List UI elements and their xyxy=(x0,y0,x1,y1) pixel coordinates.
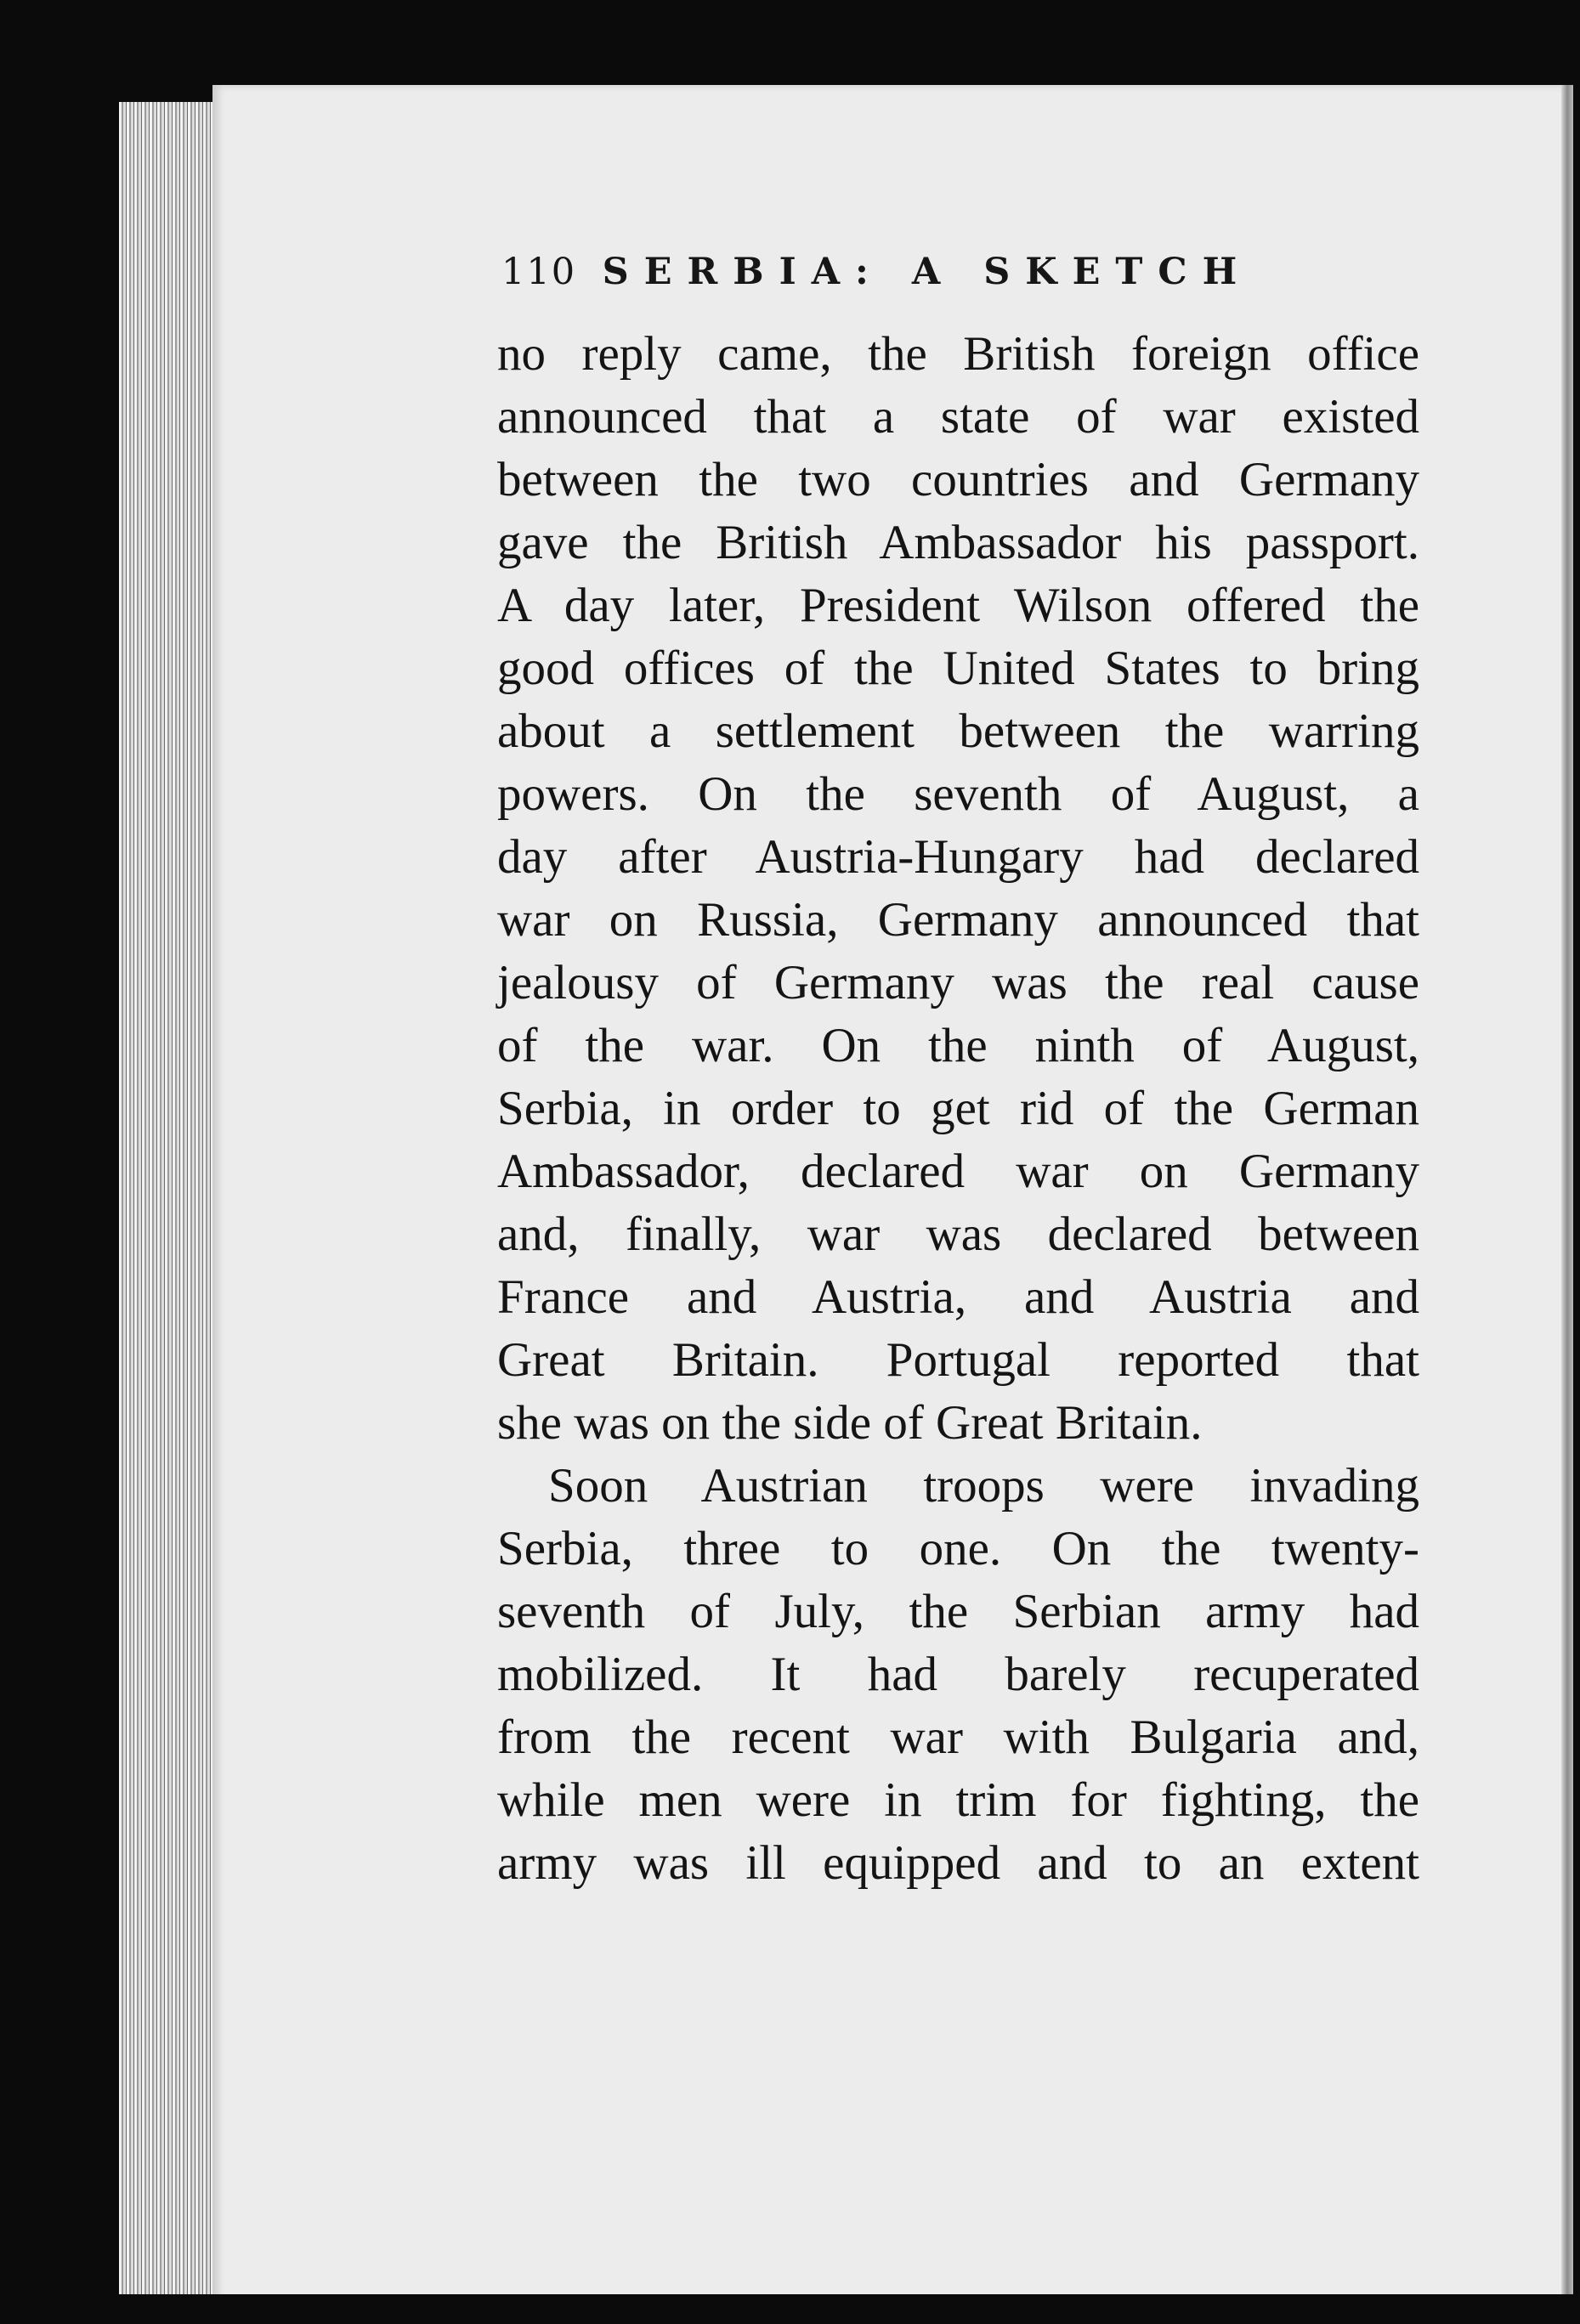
text-line: France and Austria, and Austria and xyxy=(497,1270,1419,1324)
text-line: she was on the side of Great Britain. xyxy=(497,1396,1203,1450)
text-line: jealousy of Germany was the real cause xyxy=(497,956,1419,1009)
text-line: of the war. On the ninth of August, xyxy=(497,1019,1419,1072)
text-line: between the two countries and Germany xyxy=(497,453,1419,506)
text-line: Ambassador, declared war on Germany xyxy=(497,1145,1419,1198)
text-line: army was ill equipped and to an extent xyxy=(497,1836,1419,1890)
bottom-shadow xyxy=(119,2294,1580,2324)
text-line: powers. On the seventh of August, a xyxy=(497,767,1419,821)
text-line: about a settlement between the warring xyxy=(497,704,1419,758)
text-line: seventh of July, the Serbian army had xyxy=(497,1585,1419,1638)
text-line: war on Russia, Germany announced that xyxy=(497,893,1419,947)
text-line: while men were in trim for fighting, the xyxy=(497,1773,1419,1827)
page-number: 110 xyxy=(501,251,577,293)
text-line: announced that a state of war existed xyxy=(497,390,1419,444)
running-head xyxy=(501,251,1252,293)
text-line: gave the British Ambassador his passport. xyxy=(497,516,1419,569)
text-line: A day later, President Wilson offered the xyxy=(497,579,1419,632)
text-line: day after Austria-Hungary had declared xyxy=(497,830,1419,884)
text-line: Great Britain. Portugal reported that xyxy=(497,1333,1419,1387)
text-line: no reply came, the British foreign office xyxy=(497,327,1419,381)
text-line: Serbia, three to one. On the twenty- xyxy=(497,1522,1419,1575)
running-head-title: SERBIA: A SKETCH xyxy=(602,251,1253,293)
text-line: Serbia, in order to get rid of the German xyxy=(497,1082,1419,1135)
text-line: Soon Austrian troops were invading xyxy=(548,1459,1419,1513)
text-line: and, finally, war was declared between xyxy=(497,1207,1419,1261)
right-page-edge xyxy=(1561,85,1573,2311)
text-line: mobilized. It had barely recuperated xyxy=(497,1648,1419,1701)
body-text xyxy=(497,323,1419,1895)
text-line: from the recent war with Bulgaria and, xyxy=(497,1710,1419,1764)
text-line: good offices of the United States to bring xyxy=(497,642,1419,695)
